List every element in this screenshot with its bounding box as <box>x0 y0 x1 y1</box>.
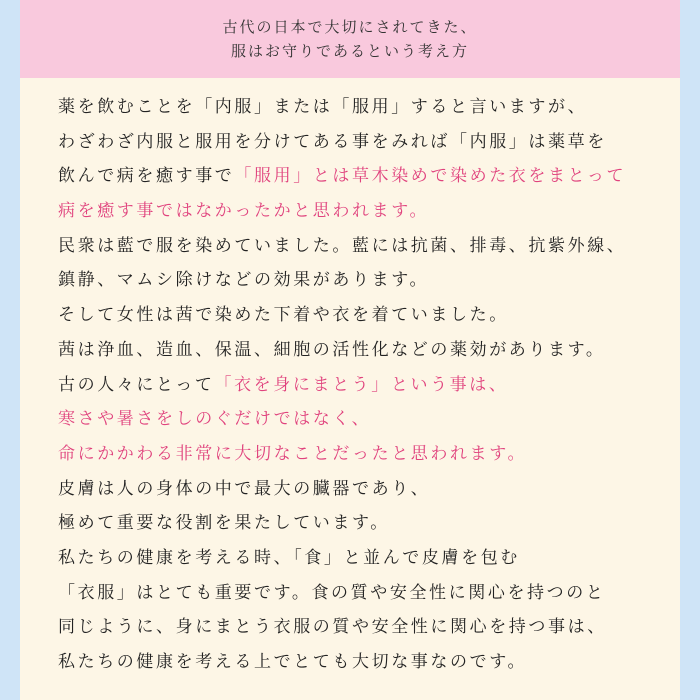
text-line <box>58 194 668 229</box>
body-text-segment: 民衆は藍で服を染めていました。藍には抗菌、排毒、抗紫外線、 <box>58 235 627 256</box>
text-line <box>58 263 668 298</box>
body-text-segment: 薬を飲むことを「内服」または「服用」すると言いますが、 <box>58 97 588 117</box>
text-line <box>58 576 668 611</box>
body-text-segment: 私たちの健康を考える時、「食」と並んで皮膚を包む <box>58 547 520 568</box>
text-line <box>58 125 668 160</box>
body-text-segment: 古の人々にとって <box>58 374 215 395</box>
text-line <box>58 402 668 437</box>
text-line <box>58 506 668 541</box>
title-banner <box>20 0 680 78</box>
body-text-segment: 飲んで病を癒す事で <box>58 166 235 187</box>
body-text-segment: わざわざ内服と服用を分けてある事をみれば「内服」は薬草を <box>58 131 607 152</box>
text-line <box>58 333 668 368</box>
text-line <box>58 645 668 680</box>
title-line-2: 服はお守りであるという考え方 <box>230 42 469 60</box>
body-text-segment: 「衣服」はとても重要です。食の質や安全性に関心を持つのと <box>58 582 606 603</box>
body-text-segment: そして女性は茜で染めた下着や衣を着ていました。 <box>58 305 509 326</box>
highlighted-text: 「服用」とは草木染めで染めた衣をまとって <box>234 166 627 187</box>
text-line <box>58 472 668 507</box>
highlighted-text: 「衣を身にまとう」という事は、 <box>214 374 509 395</box>
body-text-segment: 極めて重要な役割を果たしています。 <box>58 513 390 534</box>
body-text-segment: 鎮静、マムシ除けなどの効果があります。 <box>58 270 430 291</box>
highlighted-text: 命にかかわる非常に大切なことだったと思われます。 <box>58 443 528 464</box>
body-text-segment: 私たちの健康を考える上でとても大切な事なのです。 <box>58 652 528 672</box>
text-line <box>58 610 668 645</box>
text-line <box>58 298 668 333</box>
body-text-segment: 皮膚は人の身体の中で最大の臓器であり、 <box>58 478 431 499</box>
body-text-segment: 茜は浄血、造血、保温、細胞の活性化などの薬効があります。 <box>58 339 606 360</box>
title-line-1: 古代の日本で大切にされてきた、 <box>222 18 478 36</box>
highlighted-text: 病を癒す事ではなかったかと思われます。 <box>58 201 430 222</box>
highlighted-text: 寒さや暑さをしのぐだけではなく、 <box>58 409 372 430</box>
article-body <box>58 90 668 680</box>
content-panel <box>20 0 680 700</box>
text-line <box>58 90 668 125</box>
text-line <box>58 159 668 194</box>
text-line <box>58 437 668 472</box>
text-line <box>58 229 668 264</box>
text-line <box>58 541 668 576</box>
body-text-segment: 同じように、身にまとう衣服の質や安全性に関心を持つ事は、 <box>58 617 607 638</box>
text-line <box>58 368 668 403</box>
